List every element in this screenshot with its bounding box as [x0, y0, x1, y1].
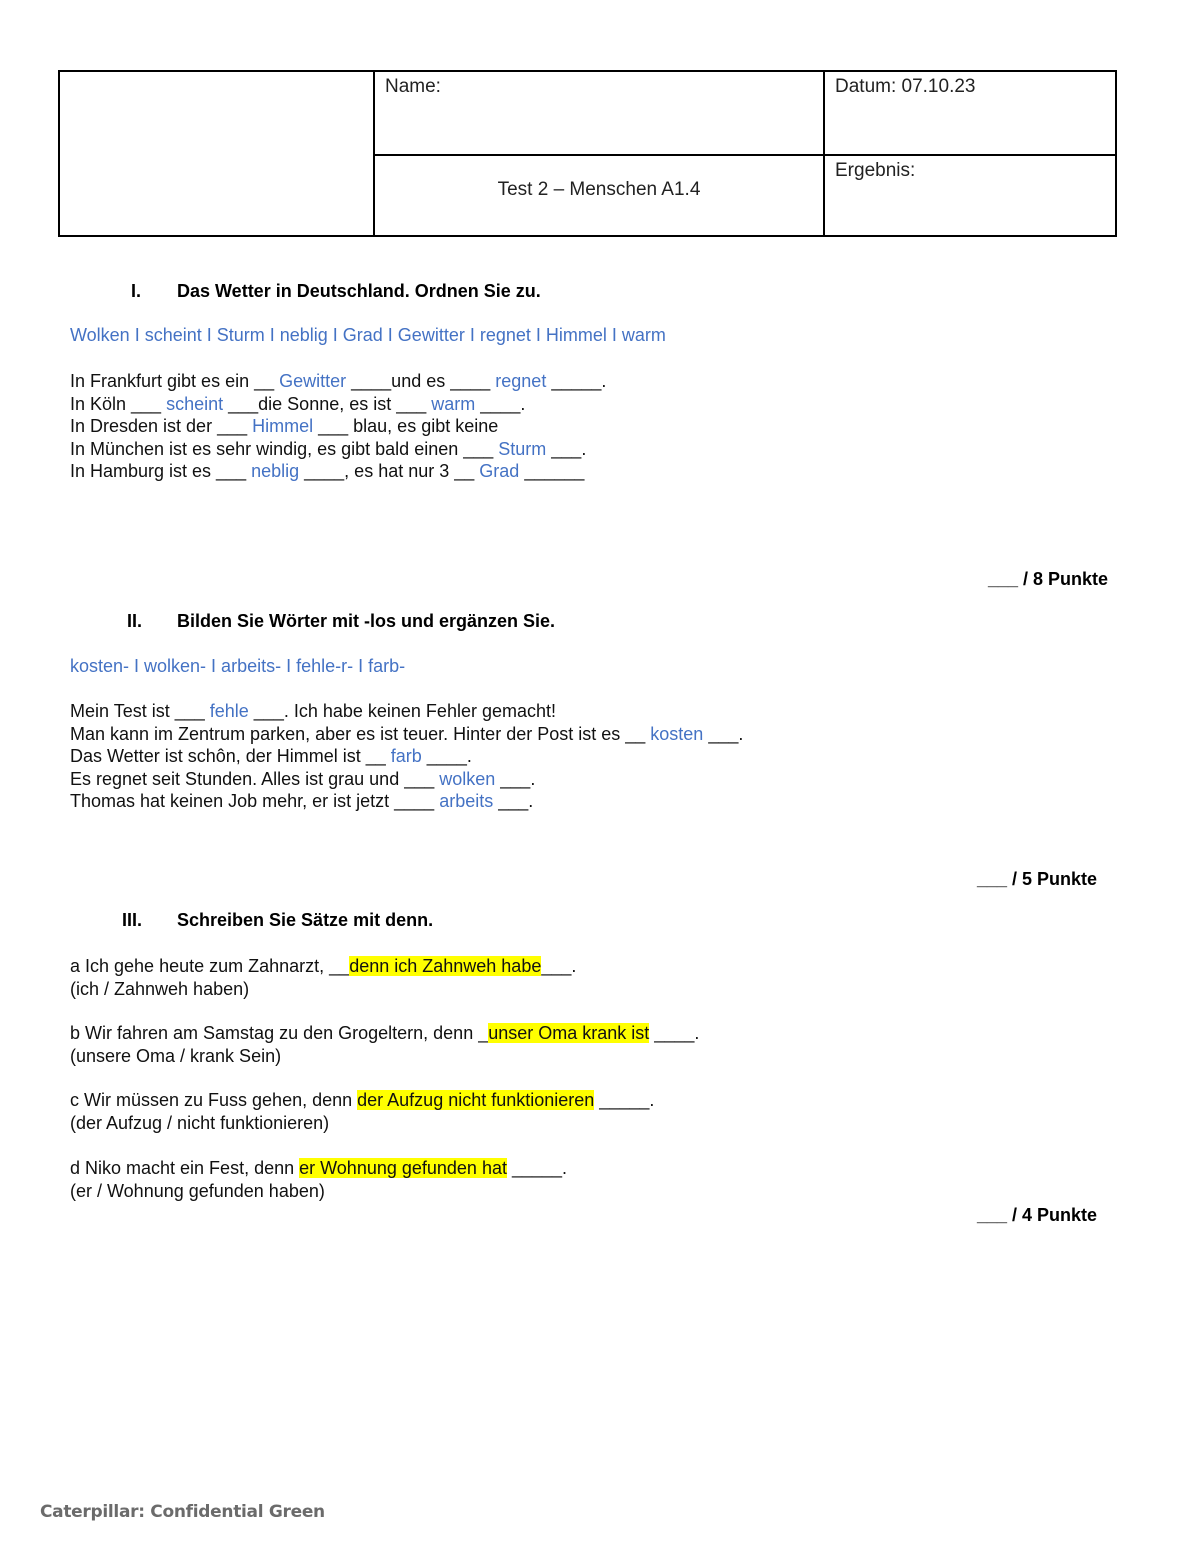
- answer: Gewitter: [279, 371, 347, 391]
- section1-number: I.: [131, 281, 142, 301]
- task-b: b Wir fahren am Samstag zu den Grogeltern, denn _unser Oma krank ist ____. (unsere Oma / krank Sein): [70, 1023, 700, 1066]
- answer: arbeits: [439, 791, 494, 812]
- task-hint: (unsere Oma / krank Sein): [70, 1045, 282, 1066]
- section2-line: Thomas hat keinen Job mehr, er ist jetzt ____ arbeits ___.: [70, 791, 534, 812]
- section2-number: II.: [127, 611, 143, 631]
- section2-line: Das Wetter ist schôn, der Himmel ist __ farb ____.: [70, 746, 472, 767]
- answer: farb: [390, 746, 422, 767]
- highlighted-answer: er Wohnung gefunden hat: [299, 1158, 507, 1178]
- section2-wordbank: kosten- I wolken- I arbeits- I fehle-r- I farb-: [70, 656, 406, 676]
- highlighted-answer: unser Oma krank ist: [488, 1023, 650, 1043]
- answer: kosten: [650, 723, 704, 744]
- task-a: a Ich gehe heute zum Zahnarzt, __denn ich Zahnweh habe___. (ich / Zahnweh haben): [70, 956, 577, 999]
- test-title-cell: [374, 155, 824, 236]
- answer: Grad: [479, 461, 520, 482]
- section2-heading: Bilden Sie Wörter mit -los und ergänzen Sie.: [177, 611, 556, 631]
- section1-line: In Köln ___ scheint ___die Sonne, es ist ___ warm ____.: [70, 393, 526, 414]
- section2-line: Mein Test ist ___ fehle ___. Ich habe keinen Fehler gemacht!: [70, 701, 556, 721]
- section3-score: ___ / 4 Punkte: [976, 1205, 1097, 1225]
- classification-footer: Caterpillar: Confidential Green: [40, 1502, 325, 1522]
- test-title: Test 2 – Menschen A1.4: [497, 178, 701, 200]
- highlighted-answer: denn ich Zahnweh habe: [349, 956, 542, 976]
- name-cell[interactable]: [374, 71, 824, 155]
- answer: wolken: [439, 768, 496, 789]
- section1-line: In Hamburg ist es ___ neblig ____, es hat nur 3 __ Grad ______: [70, 461, 585, 482]
- section1-line: In Frankfurt gibt es ein __ Gewitter ____und es ____ regnet _____.: [70, 371, 607, 391]
- section2-line: Man kann im Zentrum parken, aber es ist teuer. Hinter der Post ist es __ kosten ___.: [70, 723, 744, 744]
- section2-line: Es regnet seit Stunden. Alles ist grau und ___ wolken ___.: [70, 768, 536, 789]
- task-hint: (er / Wohnung gefunden haben): [70, 1180, 325, 1201]
- section3-heading: Schreiben Sie Sätze mit denn.: [177, 910, 434, 930]
- task-hint: (ich / Zahnweh haben): [70, 978, 250, 999]
- answer: neblig: [251, 461, 300, 482]
- date-cell: [824, 71, 1116, 155]
- answer: fehle: [209, 701, 249, 721]
- section1-line: In München ist es sehr windig, es gibt bald einen ___ Sturm ___.: [70, 438, 587, 459]
- answer: scheint: [166, 393, 224, 414]
- name-label: Name:: [385, 76, 441, 97]
- section1-lines: [70, 370, 606, 483]
- answer: Sturm: [498, 438, 547, 459]
- logo-cell: [59, 71, 374, 236]
- header-table: [58, 70, 1117, 237]
- highlighted-answer: der Aufzug nicht funktionieren: [357, 1090, 595, 1110]
- section1-wordbank: Wolken I scheint I Sturm I neblig I Grad I Gewitter I regnet I Himmel I warm: [70, 325, 666, 345]
- task-c: c Wir müssen zu Fuss gehen, denn der Aufzug nicht funktionieren _____. (der Aufzug / nicht funktionieren): [70, 1090, 655, 1133]
- answer: Himmel: [252, 416, 314, 437]
- section2-score: ___ / 5 Punkte: [976, 869, 1097, 889]
- task-d: d Niko macht ein Fest, denn er Wohnung gefunden hat _____. (er / Wohnung gefunden haben): [70, 1158, 568, 1201]
- section1-heading: Das Wetter in Deutschland. Ordnen Sie zu.: [177, 281, 541, 301]
- section1-line: In Dresden ist der ___ Himmel ___ blau, es gibt keine: [70, 416, 499, 437]
- answer: warm: [431, 393, 476, 414]
- section3-number: III.: [122, 910, 143, 930]
- answer: regnet: [495, 371, 547, 391]
- result-cell[interactable]: [824, 155, 1116, 236]
- result-label: Ergebnis:: [835, 160, 916, 181]
- section1-score: ___ / 8 Punkte: [987, 569, 1108, 589]
- task-hint: (der Aufzug / nicht funktionieren): [70, 1112, 330, 1133]
- date-label: Datum: 07.10.23: [835, 76, 976, 97]
- section2-lines: [70, 700, 743, 813]
